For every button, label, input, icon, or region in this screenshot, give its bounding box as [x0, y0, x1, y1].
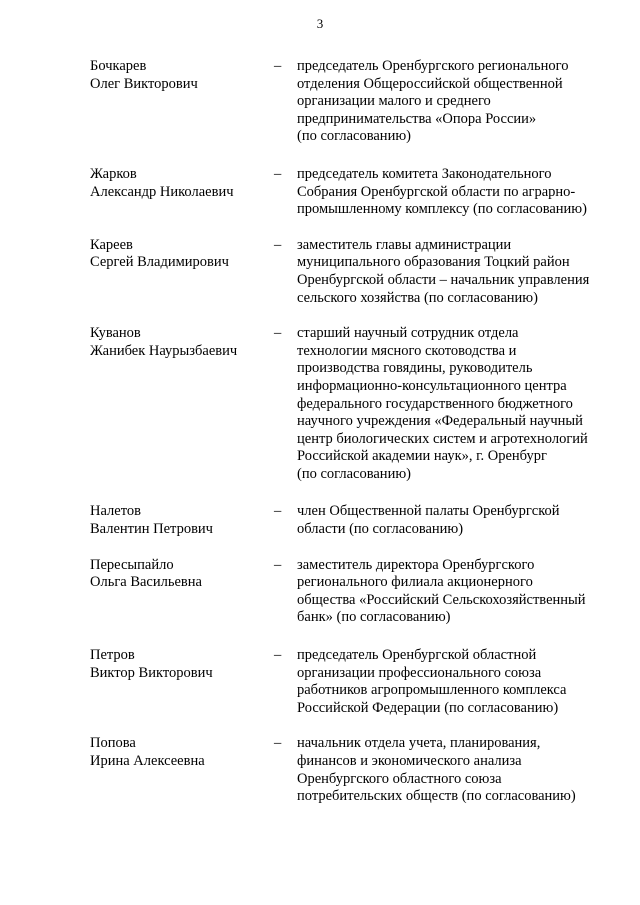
member-entry [0, 503, 640, 538]
role-line: (по согласованию) [297, 465, 411, 482]
member-given-names: Ирина Алексеевна [90, 753, 205, 769]
role-line: общества «Российский Сельскохозяйственный [297, 591, 586, 608]
role-line: промышленному комплексу (по согласованию) [297, 201, 587, 218]
dash-separator: – [274, 325, 282, 342]
role-line: муниципального образования Тоцкий район [297, 254, 570, 271]
member-given-names: Жанибек Наурызбаевич [90, 342, 238, 359]
role-line: начальник отдела учета, планирования, [297, 735, 541, 752]
role-line: член Общественной палаты Оренбургской [297, 503, 560, 520]
member-given-names: Александр Николаевич [90, 183, 234, 200]
dash-separator: – [274, 735, 282, 752]
role-line: финансов и экономического анализа [297, 753, 522, 769]
dash-separator: – [274, 165, 282, 182]
member-given-names: Ольга Васильевна [90, 574, 202, 591]
role-line: банк» (по согласованию) [297, 609, 451, 626]
role-line: организации малого и среднего [297, 93, 491, 110]
role-line: области (по согласованию) [297, 521, 464, 538]
member-entry [0, 735, 640, 805]
member-surname: Бочкарев [90, 58, 147, 74]
role-line: председатель комитета Законодательного [297, 165, 552, 182]
member-given-names: Валентин Петрович [90, 521, 213, 538]
member-role [297, 325, 617, 483]
member-surname: Петров [90, 647, 135, 664]
dash-separator: – [274, 556, 282, 573]
dash-separator: – [274, 503, 282, 520]
member-list [0, 58, 640, 806]
member-name [90, 58, 270, 93]
member-name [90, 503, 270, 538]
member-given-names: Олег Викторович [90, 75, 198, 92]
role-line: Российской Федерации (по согласованию) [297, 699, 559, 716]
dash-separator: – [274, 236, 282, 253]
member-surname: Куванов [90, 325, 141, 342]
member-name [90, 166, 270, 201]
role-line: Российской академии наук», г. Оренбург [297, 448, 547, 465]
role-line: потребительских обществ (по согласованию) [297, 788, 576, 805]
member-role [297, 503, 617, 538]
member-surname: Пересыпайло [90, 556, 174, 573]
member-role [297, 647, 617, 717]
member-role [297, 58, 617, 146]
role-line: отделения Общероссийской общественной [297, 75, 563, 92]
member-role [297, 735, 617, 805]
member-name [90, 237, 270, 272]
member-given-names: Сергей Владимирович [90, 254, 229, 271]
dash-separator: – [274, 58, 282, 74]
role-line: Оренбургской области – начальник управления [297, 271, 590, 288]
role-line: работников агропромышленного комплекса [297, 682, 567, 699]
member-entry [0, 325, 640, 483]
role-line: федерального государственного бюджетного [297, 395, 573, 412]
member-surname: Попова [90, 735, 136, 752]
member-entry [0, 166, 640, 219]
role-line: председатель Оренбургской областной [297, 647, 537, 664]
dash-separator: – [274, 647, 282, 664]
role-line: (по согласованию) [297, 128, 411, 145]
role-line: Собрания Оренбургской области по аграрно- [297, 183, 576, 200]
role-line: заместитель главы администрации [297, 236, 512, 253]
member-role [297, 237, 617, 307]
member-entry [0, 557, 640, 627]
role-line: предпринимательства «Опора России» [297, 110, 537, 127]
member-name [90, 735, 270, 770]
role-line: председатель Оренбургского регионального [297, 58, 569, 74]
member-surname: Кареев [90, 236, 133, 253]
role-line: организации профессионального союза [297, 664, 542, 681]
member-entry [0, 647, 640, 717]
member-surname: Жарков [90, 165, 137, 182]
role-line: заместитель директора Оренбургского [297, 556, 535, 573]
member-entry [0, 237, 640, 307]
member-entry [0, 58, 640, 146]
role-line: производства говядины, руководитель [297, 360, 533, 377]
role-line: регионального филиала акционерного [297, 574, 533, 591]
member-role [297, 166, 617, 219]
role-line: сельского хозяйства (по согласованию) [297, 289, 538, 306]
member-surname: Налетов [90, 503, 141, 520]
page-number: 3 [316, 16, 324, 31]
role-line: технологии мясного скотоводства и [297, 342, 517, 359]
role-line: центр биологических систем и агротехнологий [297, 430, 588, 447]
role-line: старший научный сотрудник отдела [297, 325, 519, 342]
member-given-names: Виктор Викторович [90, 664, 213, 681]
member-name [90, 647, 270, 682]
member-name [90, 557, 270, 592]
role-line: Оренбургского областного союза [297, 770, 502, 787]
role-line: информационно-консультационного центра [297, 377, 567, 394]
role-line: научного учреждения «Федеральный научный [297, 413, 583, 430]
member-role [297, 557, 617, 627]
member-name [90, 325, 270, 360]
